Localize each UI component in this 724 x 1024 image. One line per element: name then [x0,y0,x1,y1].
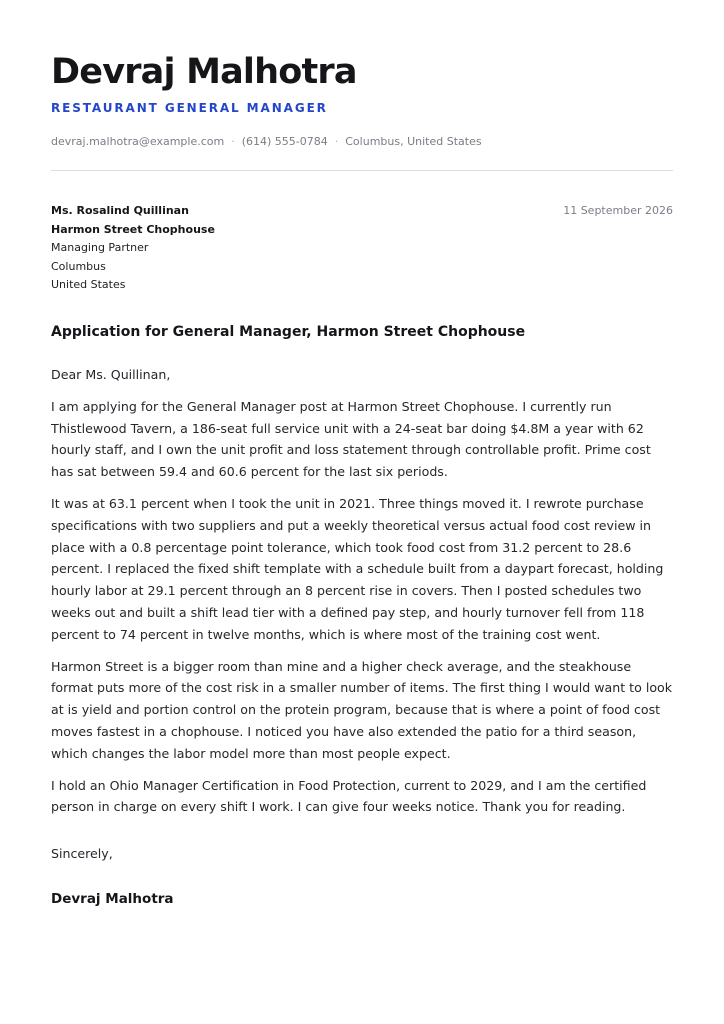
letter-body [51,364,673,828]
contact-phone[interactable]: (614) 555-0784 [241,135,328,148]
recipient-country: United States [51,278,126,291]
recipient-title: Managing Partner [51,241,149,254]
header-divider [51,170,673,171]
contact-email[interactable]: devraj.malhotra@example.com [51,135,225,148]
contact-location: Columbus, United States [345,135,482,148]
letter-date: 11 September 2026 [563,204,673,217]
recipient-name: Ms. Rosalind Quillinan [51,204,189,217]
body-paragraph: I am applying for the General Manager post at Harmon Street Chophouse. I currently run Thistlewood Tavern, a 186-seat full service unit with a 24-seat bar doing $4.8M a year with 62 hourly staff, and I own the unit profit and loss statement through controllable profit. Prime cost has sat between 59.4 and 60.6 percent for the last six periods. [51,398,651,480]
body-paragraph: I hold an Ohio Manager Certification in Food Protection, current to 2029, and I am the certified person in charge on every shift I work. I can give four weeks notice. Thank you for reading. [51,777,647,815]
signature-name: Devraj Malhotra [51,891,174,907]
body-paragraph: It was at 63.1 percent when I took the unit in 2021. Three things moved it. I rewrote purchase specifications with two suppliers and put a weekly theoretical versus actual food cost review in place with a 0.8 percentage point tolerance, which took food cost from 31.2 percent to 28.6 percent. I replaced the fixed shift template with a schedule built from a daypart forecast, holding hourly labor at 29.1 percent through an 8 percent rise in covers. Then I posted schedules two weeks out and built a shift lead tier with a defined pay step, and hourly turnover fell from 118 percent to 74 percent in twelve months, which is where most of the training cost went. [51,495,664,642]
contact-separator: · [334,135,339,148]
letter-subject: Application for General Manager, Harmon Street Chophouse [51,324,526,340]
contact-line [51,135,482,148]
salutation: Dear Ms. Quillinan, [51,367,171,382]
body-paragraph: Harmon Street is a bigger room than mine and a higher check average, and the steakhouse format puts more of the cost risk in a smaller number of items. The first thing I would want to look at is yield and portion control on the protein program, because that is where a point of food cost moves fastest in a chophouse. I noticed you have also extended the patio for a third season, which changes the labor model more than most people expect. [51,658,673,761]
contact-separator: · [231,135,235,148]
recipient-city: Columbus [51,259,106,273]
applicant-role: RESTAURANT GENERAL MANAGER [51,101,328,115]
recipient-company: Harmon Street Chophouse [51,222,215,236]
recipient-block [51,202,215,295]
closing: Sincerely, [51,846,113,861]
applicant-name: Devraj Malhotra [51,52,357,92]
